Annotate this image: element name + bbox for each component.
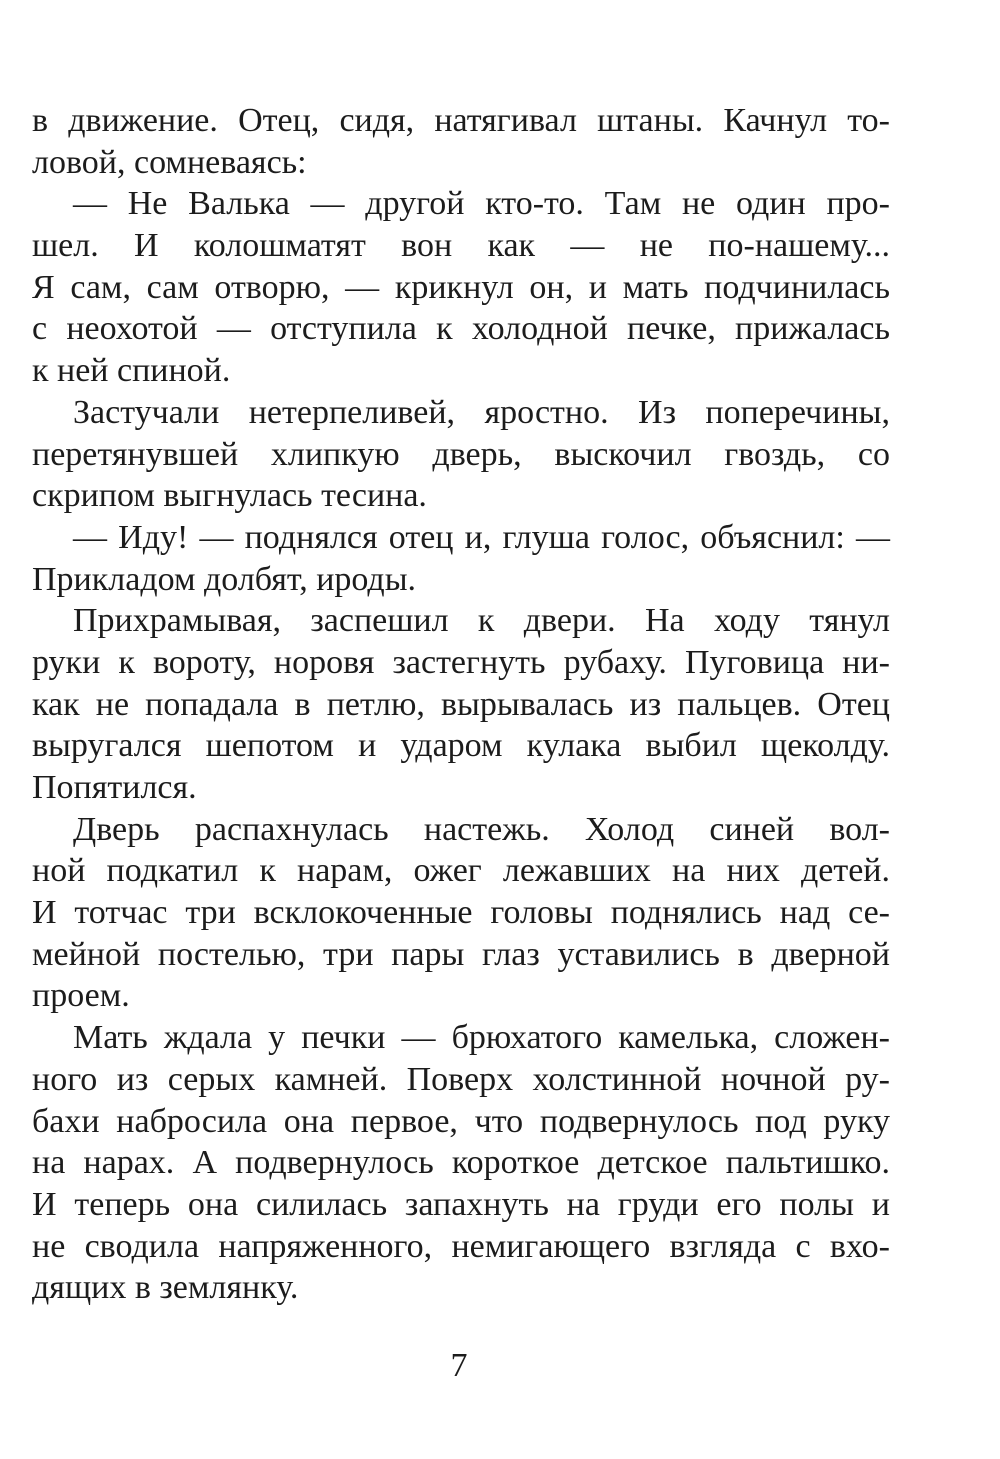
text-line: ловой, сомневаясь: (32, 143, 307, 181)
text-line: как не попадала в петлю, вырывалась из пальцев. Отец (32, 685, 890, 723)
text-line: ного из серых камней. Поверх холстинной ночной ру- (32, 1060, 890, 1098)
text-line: с неохотой — отступила к холодной печке, прижалась (32, 310, 890, 348)
text-line: скрипом выгнулась тесина. (32, 477, 427, 515)
body-text (32, 100, 890, 1309)
text-line: мейной постелью, три пары глаз уставились в дверной (32, 935, 890, 973)
page-number: 7 (450, 1347, 468, 1384)
text-line: дящих в землянку. (32, 1269, 299, 1307)
text-line: выругался шепотом и ударом кулака выбил щеколду. (32, 727, 890, 765)
text-line: Прихрамывая, заспешил к двери. На ходу тянул (73, 602, 890, 640)
text-line: ной подкатил к нарам, ожег лежавших на них детей. (32, 852, 890, 890)
text-line: Я сам, сам отворю, — крикнул он, и мать подчинилась (32, 268, 890, 306)
text-line: Прикладом долбят, ироды. (32, 560, 417, 598)
text-line: шел. И колошматят вон как — не по-нашему... (32, 227, 890, 265)
text-line: к ней спиной. (32, 352, 231, 390)
text-line: на нарах. А подвернулось короткое детское пальтишко. (32, 1144, 890, 1182)
text-line: бахи набросила она первое, что подвернулось под руку (32, 1102, 890, 1140)
text-line: руки к вороту, норовя застегнуть рубаху. Пуговица ни- (32, 643, 890, 681)
text-line: — Не Валька — другой кто-то. Там не один про- (73, 185, 890, 223)
text-line: проем. (32, 977, 130, 1015)
text-line: — Иду! — поднялся отец и, глуша голос, объяснил: — (73, 518, 890, 556)
text-line: Попятился. (32, 769, 197, 806)
text-line: в движение. Отец, сидя, натягивал штаны. Качнул то- (32, 102, 890, 139)
text-line: перетянувшей хлипкую дверь, выскочил гвоздь, со (32, 435, 890, 473)
text-line: Мать ждала у печки — брюхатого камелька, сложен- (73, 1019, 890, 1057)
text-line: И тотчас три всклокоченные головы поднялись над се- (32, 894, 890, 932)
text-line: Дверь распахнулась настежь. Холод синей вол- (73, 810, 890, 848)
text-line: не сводила напряженного, немигающего взгляда с вхо- (32, 1227, 890, 1265)
text-line: И теперь она силилась запахнуть на груди его полы и (32, 1185, 890, 1223)
text-line: Застучали нетерпеливей, яростно. Из поперечины, (73, 393, 890, 431)
